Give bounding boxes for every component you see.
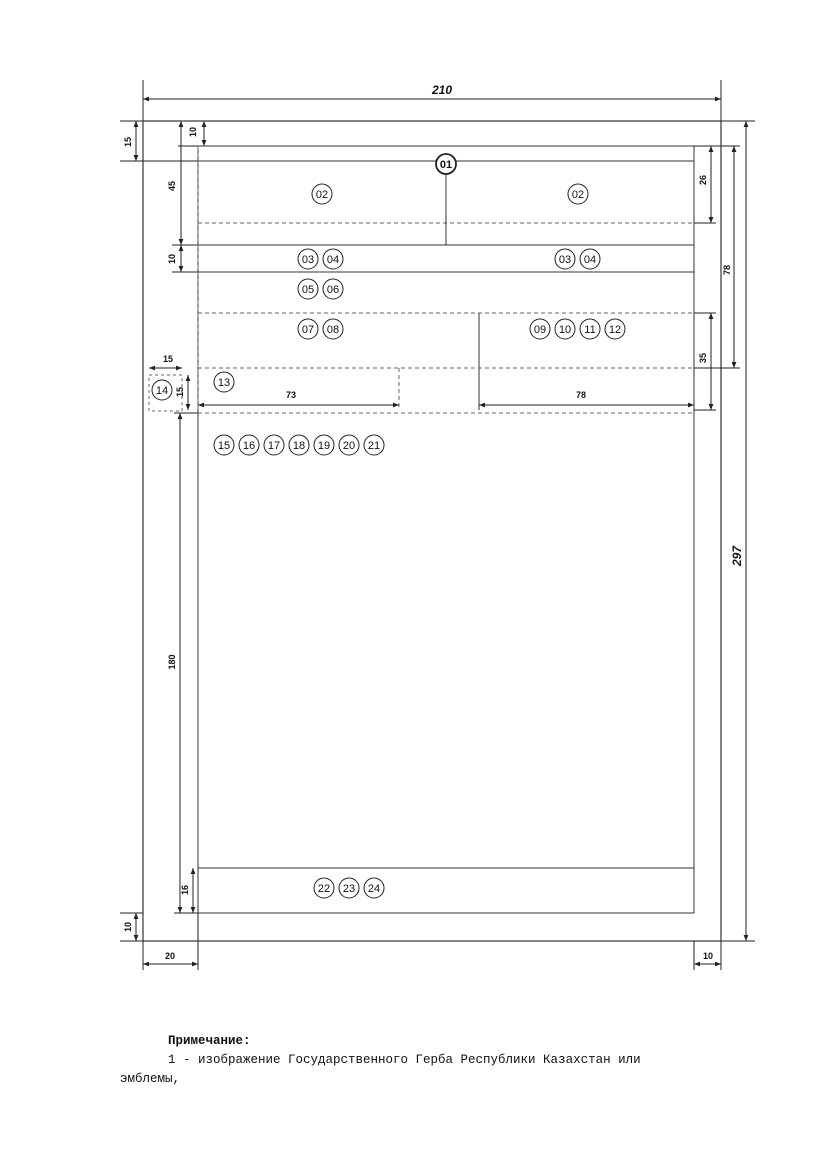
- callout-number: 12: [608, 324, 622, 336]
- callout-number: 21: [367, 440, 381, 452]
- callout-number: 20: [342, 440, 356, 452]
- callout-number: 09: [533, 324, 547, 336]
- dim-footer-height: 16: [180, 884, 190, 896]
- callout-c12: [605, 319, 625, 339]
- dim-addressee-block: 35: [698, 352, 708, 364]
- dim-right-header: 26: [698, 174, 708, 186]
- callout-number: 17: [267, 440, 281, 452]
- dim-right-block: 78: [722, 264, 732, 276]
- callout-number: 07: [301, 324, 315, 336]
- callout-number: 01: [439, 159, 453, 171]
- dim-header-height: 45: [167, 180, 177, 192]
- callout-c16: [239, 435, 259, 455]
- callout-c08: [323, 319, 343, 339]
- note-line-1: 1 - изображение Государственного Герба Республики Казахстан или: [168, 1053, 641, 1067]
- callout-number: 02: [315, 189, 329, 201]
- callout-number: 22: [317, 883, 331, 895]
- dim-corner-h: 15: [175, 386, 185, 398]
- dim-field-left: 73: [285, 390, 297, 400]
- callout-c04-right: [580, 249, 600, 269]
- callout-c11: [580, 319, 600, 339]
- callout-number: 18: [292, 440, 306, 452]
- callout-c22: [314, 878, 334, 898]
- dim-header-top: 10: [188, 126, 198, 138]
- callout-c18: [289, 435, 309, 455]
- callout-c20: [339, 435, 359, 455]
- callout-c02-left: [312, 184, 332, 204]
- callout-c06: [323, 279, 343, 299]
- callout-c21: [364, 435, 384, 455]
- callout-c17: [264, 435, 284, 455]
- dim-page-width: 210: [431, 83, 453, 97]
- callout-number: 03: [301, 254, 315, 266]
- dim-left-margin: 20: [164, 951, 176, 961]
- callout-number: 04: [583, 254, 597, 266]
- note-block: [120, 1032, 760, 1089]
- callout-number: 15: [217, 440, 231, 452]
- dim-field-right: 78: [575, 390, 587, 400]
- callout-c02-right: [568, 184, 588, 204]
- callout-c24: [364, 878, 384, 898]
- callout-c10: [555, 319, 575, 339]
- note-line-2: эмблемы,: [120, 1072, 181, 1086]
- callout-c03-right: [555, 249, 575, 269]
- callout-c07: [298, 319, 318, 339]
- callout-c14: [152, 380, 172, 400]
- callout-number: 16: [242, 440, 256, 452]
- dim-body-height: 180: [167, 654, 177, 670]
- dim-right-margin: 10: [702, 951, 714, 961]
- callout-number: 14: [155, 385, 169, 397]
- callout-c05: [298, 279, 318, 299]
- callout-number: 04: [326, 254, 340, 266]
- callout-number: 08: [326, 324, 340, 336]
- callout-number: 03: [558, 254, 572, 266]
- callout-c03-left: [298, 249, 318, 269]
- dim-corner-w: 15: [162, 354, 174, 364]
- callout-c15: [214, 435, 234, 455]
- callout-number: 11: [584, 324, 596, 336]
- dim-bottom-margin: 10: [123, 921, 133, 933]
- dim-stripe-height: 10: [167, 253, 177, 265]
- dim-top-margin: 15: [123, 136, 133, 148]
- callout-c13: [214, 372, 234, 392]
- callout-c23: [339, 878, 359, 898]
- callout-number: 23: [342, 883, 356, 895]
- callout-number: 19: [317, 440, 331, 452]
- callout-number: 24: [367, 883, 381, 895]
- callout-c04-left: [323, 249, 343, 269]
- note-title: Примечание:: [168, 1034, 251, 1048]
- callout-number: 05: [301, 284, 315, 296]
- callout-c09: [530, 319, 550, 339]
- callout-number: 10: [558, 324, 572, 336]
- page-outline: [143, 121, 721, 941]
- callout-c19: [314, 435, 334, 455]
- dim-page-height: 297: [730, 545, 744, 567]
- callout-number: 13: [217, 377, 231, 389]
- callout-c01: [436, 154, 456, 174]
- callout-number: 06: [326, 284, 340, 296]
- callout-number: 02: [571, 189, 585, 201]
